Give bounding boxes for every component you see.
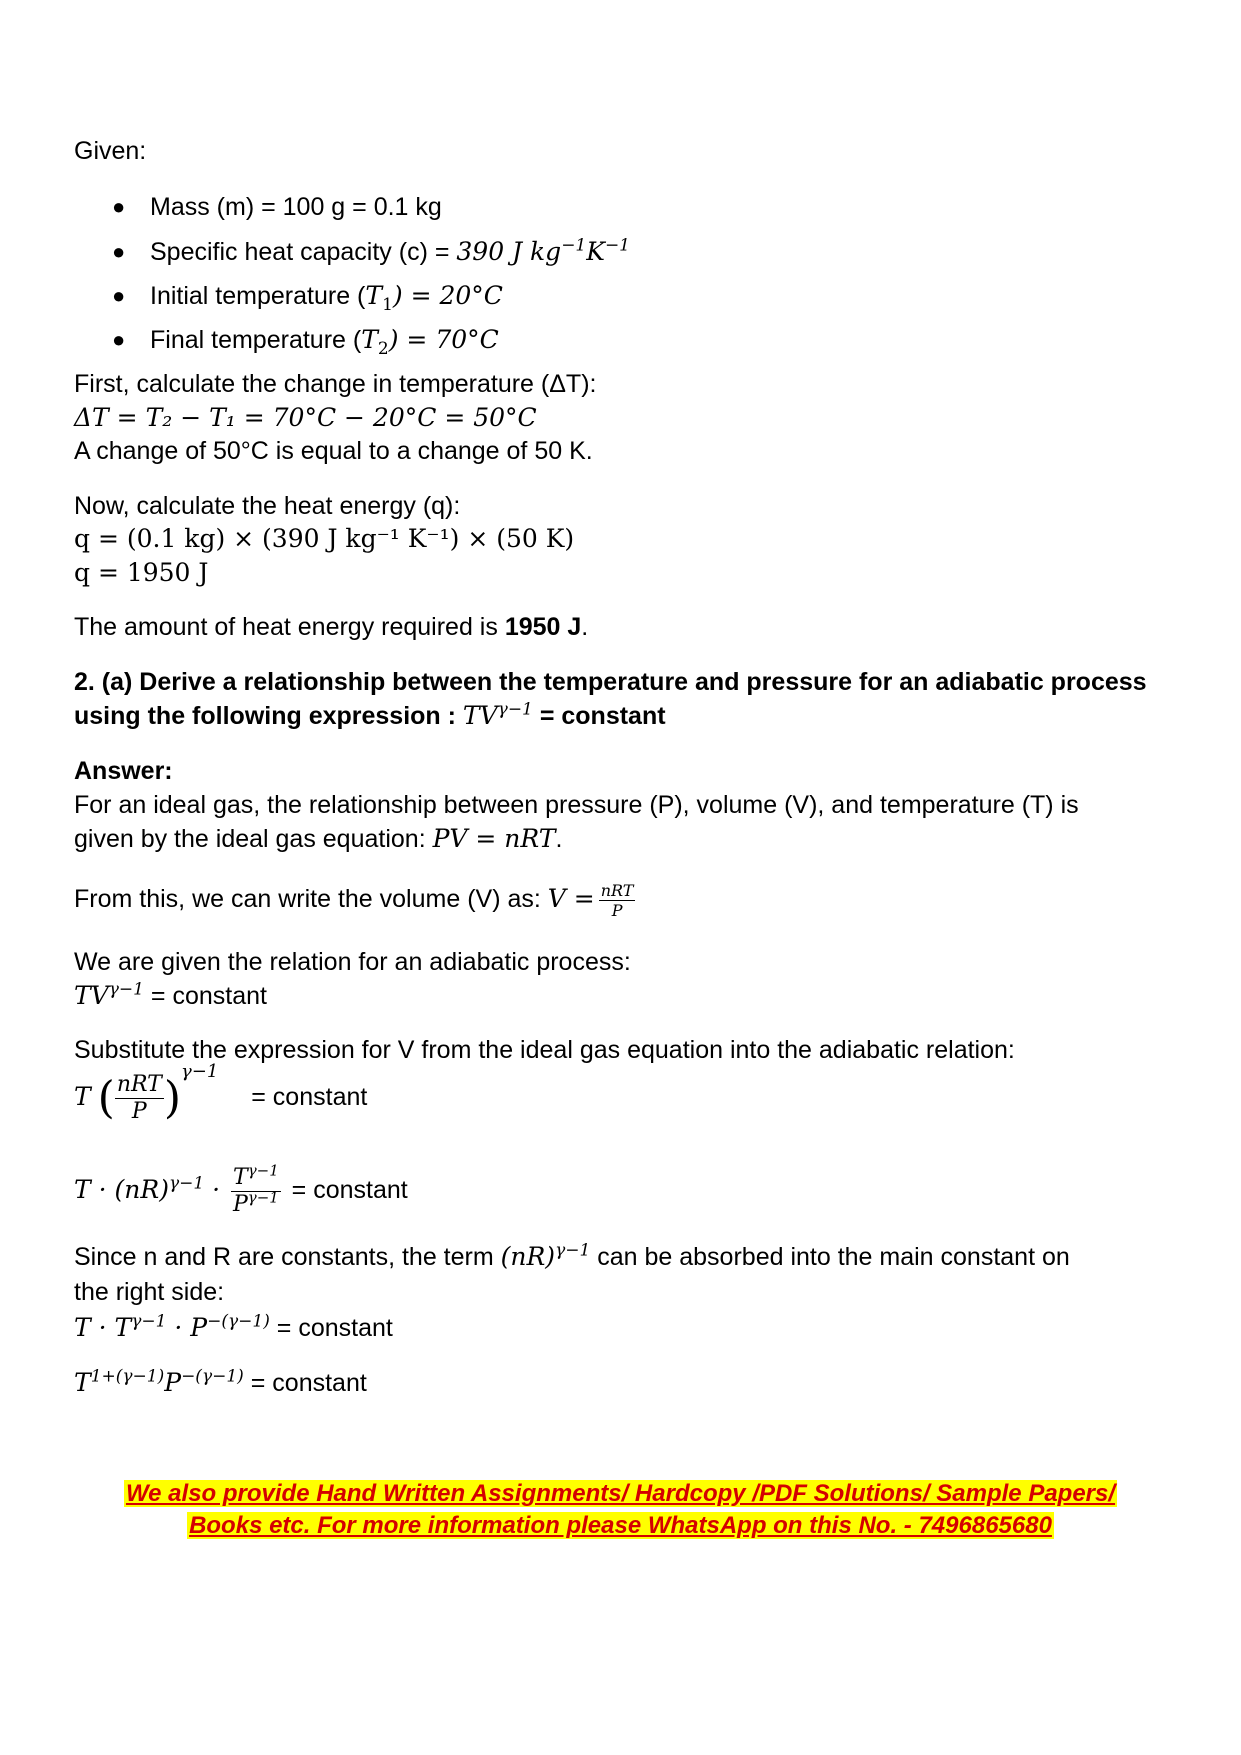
question-line-2: using the following expression : $TV^{\gamma-1}$ = constant <box>74 699 666 730</box>
answer-p3: From this, we can write the volume (V) as: V = $\frac{\text{nRT}}{P}$ <box>74 880 634 920</box>
footer-ad-line-2: Books etc. For more information please WhatsApp on this No. - 7496865680 <box>189 1512 1052 1539</box>
footer-ad-line-1: We also provide Hand Written Assignments/ Hardcopy /PDF Solutions/ Sample Papers/ <box>125 1480 1116 1507</box>
answer-p2: given by the ideal gas equation: PV = nRT. <box>74 824 563 853</box>
answer-p1: For an ideal gas, the relationship between pressure (P), volume (V), and temperature (T) is <box>74 791 1079 819</box>
calc-line-1: First, calculate the change in temperature (ΔT): <box>74 370 597 398</box>
answer-p8: the right side: <box>74 1278 225 1306</box>
calc-delta-t-equation: ΔT = T₂ − T₁ = 70°C − 20°C = 50°C <box>74 403 537 432</box>
answer-p7: Since n and R are constants, the term (nR)$^{\gamma-1}$ can be absorbed into the main constant on <box>74 1240 1070 1271</box>
question-line-1: 2. (a) Derive a relationship between the temperature and pressure for an adiabatic process <box>74 668 1147 696</box>
equation-expanded: T · (nR)$^{\gamma-1}$ · $\frac{T^{\gamma-1}}{P^{\gamma-1}}$ = constant <box>74 1161 408 1217</box>
bullet-dot: ● <box>112 239 126 264</box>
calc-line-3: A change of 50°C is equal to a change of 50 K. <box>74 437 593 465</box>
calc-line-4: Now, calculate the heat energy (q): <box>74 492 461 520</box>
bullet-dot: ● <box>112 283 126 308</box>
given-heading: Given: <box>74 137 147 165</box>
bullet-dot: ● <box>112 194 126 219</box>
answer-p4: We are given the relation for an adiabatic process: <box>74 948 631 976</box>
calc-q-result: q = 1950 J <box>74 558 209 587</box>
answer-p5: $TV^{\gamma-1}$ = constant <box>74 979 267 1010</box>
answer-heading: Answer: <box>74 757 173 785</box>
equation-final: $T^{1+(\gamma-1)}P^{-(\gamma-1)}$ = constant <box>74 1366 367 1397</box>
calc-q-equation: q = (0.1 kg) × (390 J kg⁻¹ K⁻¹) × (50 K) <box>74 524 575 553</box>
equation-substitution: T ( $\frac{\text{nRT}}{P}$ )$^{\gamma-1}$ = constant <box>74 1061 368 1124</box>
answer-p6: Substitute the expression for V from the ideal gas equation into the adiabatic relation: <box>74 1036 1015 1064</box>
calc-conclusion: The amount of heat energy required is 1950 J. <box>74 613 589 641</box>
fraction-nrt-over-p: $\frac{\text{nRT}}{P}$ <box>600 880 634 920</box>
equation-combined: $T \cdot T^{\gamma-1} \cdot P^{-(\gamma-1)}$ = constant <box>74 1311 393 1342</box>
bullet-dot: ● <box>112 327 126 352</box>
